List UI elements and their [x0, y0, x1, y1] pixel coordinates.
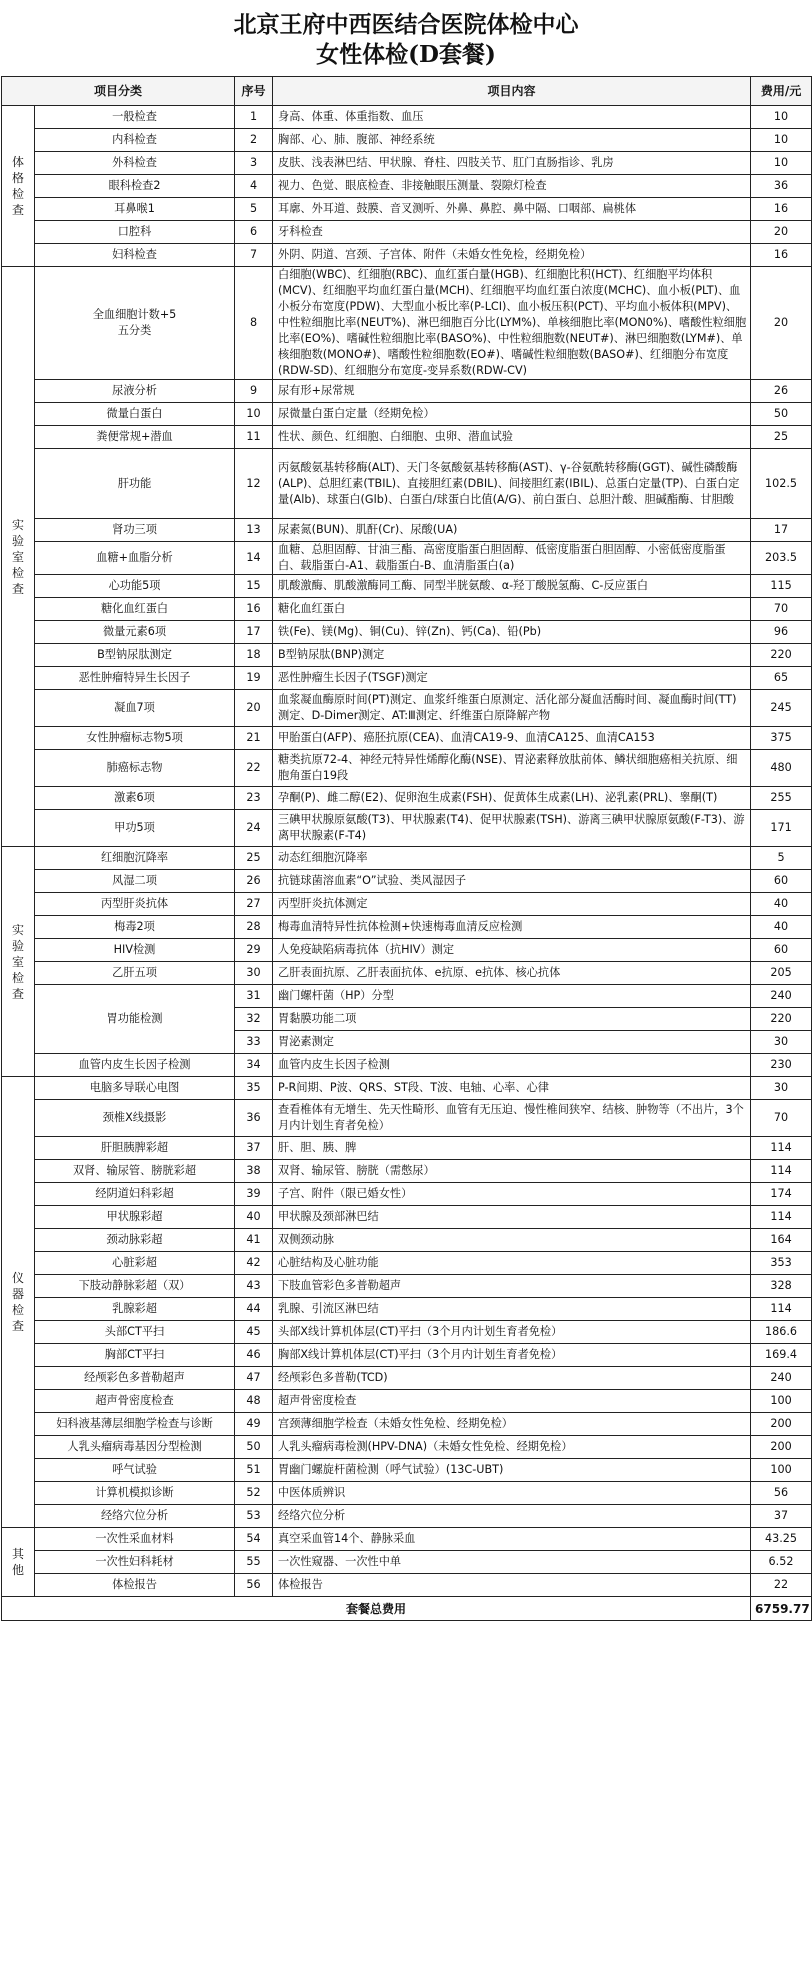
item-number: 56: [235, 1574, 273, 1597]
item-fee: 16: [751, 244, 812, 267]
item-number: 13: [235, 519, 273, 542]
table-row: [2, 1077, 812, 1100]
item-category: 糖化血红蛋白: [35, 598, 235, 621]
item-content: 胃黏膜功能二项: [273, 1008, 751, 1031]
item-category: 胸部CT平扫: [35, 1344, 235, 1367]
item-number: 12: [235, 449, 273, 519]
item-category: 呼气试验: [35, 1459, 235, 1482]
item-category: 头部CT平扫: [35, 1321, 235, 1344]
table-row: [2, 175, 812, 198]
item-content: 三碘甲状腺原氨酸(T3)、甲状腺素(T4)、促甲状腺素(TSH)、游离三碘甲状腺原氨酸(F-T3)、游离甲状腺素(F-T4): [273, 810, 751, 847]
group-label-text: 仪器检查: [11, 1271, 24, 1333]
item-number: 36: [235, 1100, 273, 1137]
group-label-text: 其他: [11, 1547, 24, 1577]
item-number: 46: [235, 1344, 273, 1367]
group-label: [2, 847, 35, 1077]
header-content: 项目内容: [273, 77, 751, 106]
item-fee: 17: [751, 519, 812, 542]
item-fee: 114: [751, 1206, 812, 1229]
item-content: 外阴、阴道、宫颈、子宫体、附件（未婚女性免检，经期免检）: [273, 244, 751, 267]
item-category: 丙型肝炎抗体: [35, 893, 235, 916]
item-fee: 30: [751, 1031, 812, 1054]
item-category: 双肾、输尿管、膀胱彩超: [35, 1160, 235, 1183]
item-fee: 164: [751, 1229, 812, 1252]
item-content: 糖化血红蛋白: [273, 598, 751, 621]
item-fee: 114: [751, 1160, 812, 1183]
item-category: 激素6项: [35, 787, 235, 810]
item-content: 幽门螺杆菌（HP）分型: [273, 985, 751, 1008]
item-fee: 30: [751, 1077, 812, 1100]
item-content: 丙型肝炎抗体测定: [273, 893, 751, 916]
item-number: 35: [235, 1077, 273, 1100]
table-row: [2, 1528, 812, 1551]
table-row: [2, 810, 812, 847]
table-row: [2, 244, 812, 267]
item-number: 3: [235, 152, 273, 175]
item-category: 内科检查: [35, 129, 235, 152]
item-fee: 169.4: [751, 1344, 812, 1367]
table-row: [2, 690, 812, 727]
item-number: 11: [235, 426, 273, 449]
item-number: 54: [235, 1528, 273, 1551]
item-fee: 115: [751, 575, 812, 598]
item-fee: 37: [751, 1505, 812, 1528]
item-category: 经颅彩色多普勒超声: [35, 1367, 235, 1390]
item-content: 白细胞(WBC)、红细胞(RBC)、血红蛋白量(HGB)、红细胞比积(HCT)、红细胞平均体积(MCV)、红细胞平均血红蛋白量(MCH)、红细胞平均血红蛋白浓度(MCHC)、血小板(PLT)、血小板分布宽度(PDW)、大型血小板比率(P-LCI)、血小板压积(PCT)、平均血小板体积(MPV)、中性粒细胞比率(NEUT%)、淋巴细胞百分比(LYM%)、单核细胞比率(MON0%)、嗜酸性粒细胞比率(EO%)、嗜碱性粒细胞比率(BASO%)、中性粒细胞数(NEUT#)、淋巴细胞数(LYM#)、单核细胞数(MONO#)、嗜酸性粒细胞数(EO#)、嗜碱性粒细胞数(BASO#)、红细胞分布宽度(RDW-SD)、红细胞分布宽度-变异系数(RDW-CV): [273, 267, 751, 380]
item-category: 血糖+血脂分析: [35, 542, 235, 575]
item-fee: 328: [751, 1275, 812, 1298]
item-number: 32: [235, 1008, 273, 1031]
item-number: 27: [235, 893, 273, 916]
item-fee: 65: [751, 667, 812, 690]
item-content: 性状、颜色、红细胞、白细胞、虫卵、潜血试验: [273, 426, 751, 449]
item-fee: 5: [751, 847, 812, 870]
group-label: [2, 1528, 35, 1597]
header-fee: 费用/元: [751, 77, 812, 106]
group-label: [2, 1077, 35, 1528]
item-fee: 10: [751, 129, 812, 152]
item-fee: 40: [751, 916, 812, 939]
item-category: 胃功能检测: [35, 985, 235, 1054]
item-number: 33: [235, 1031, 273, 1054]
item-number: 40: [235, 1206, 273, 1229]
item-fee: 20: [751, 267, 812, 380]
table-row: [2, 893, 812, 916]
item-number: 5: [235, 198, 273, 221]
item-number: 24: [235, 810, 273, 847]
item-content: 人免疫缺陷病毒抗体（抗HIV）测定: [273, 939, 751, 962]
item-category: 肾功三项: [35, 519, 235, 542]
table-row: [2, 727, 812, 750]
item-number: 38: [235, 1160, 273, 1183]
table-row: [2, 106, 812, 129]
item-number: 2: [235, 129, 273, 152]
item-number: 47: [235, 1367, 273, 1390]
item-number: 37: [235, 1137, 273, 1160]
item-fee: 102.5: [751, 449, 812, 519]
item-number: 18: [235, 644, 273, 667]
item-category: 红细胞沉降率: [35, 847, 235, 870]
item-fee: 230: [751, 1054, 812, 1077]
table-row: [2, 1298, 812, 1321]
item-content: 肝、胆、胰、脾: [273, 1137, 751, 1160]
item-fee: 240: [751, 985, 812, 1008]
package-table: [1, 76, 812, 1621]
table-row: [2, 1482, 812, 1505]
table-row: [2, 847, 812, 870]
group-label: [2, 267, 35, 847]
table-row: [2, 449, 812, 519]
item-fee: 375: [751, 727, 812, 750]
item-category: 乙肝五项: [35, 962, 235, 985]
item-number: 23: [235, 787, 273, 810]
item-content: 丙氨酸氨基转移酶(ALT)、天门冬氨酸氨基转移酶(AST)、γ-谷氨酰转移酶(GGT)、碱性磷酸酶(ALP)、总胆红素(TBIL)、直接胆红素(DBIL)、间接胆红素(IBIL)、总蛋白定量(TP)、白蛋白定量(Alb)、球蛋白(Glb)、白蛋白/球蛋白比值(A/G)、前白蛋白、总胆汁酸、胆碱酯酶、甘胆酸: [273, 449, 751, 519]
item-number: 20: [235, 690, 273, 727]
item-fee: 40: [751, 893, 812, 916]
table-row: [2, 1505, 812, 1528]
table-row: [2, 644, 812, 667]
table-row: [2, 1344, 812, 1367]
document-subtitle: 女性体检(D套餐): [316, 41, 496, 68]
item-content: 心脏结构及心脏功能: [273, 1252, 751, 1275]
table-row: [2, 870, 812, 893]
item-number: 15: [235, 575, 273, 598]
item-content: 子宫、附件（限已婚女性）: [273, 1183, 751, 1206]
header-category: 项目分类: [2, 77, 235, 106]
item-fee: 6.52: [751, 1551, 812, 1574]
item-fee: 70: [751, 598, 812, 621]
item-fee: 205: [751, 962, 812, 985]
item-content: 尿有形+尿常规: [273, 380, 751, 403]
table-row: [2, 267, 812, 380]
item-category: HIV检测: [35, 939, 235, 962]
item-number: 9: [235, 380, 273, 403]
item-category: 梅毒2项: [35, 916, 235, 939]
item-number: 55: [235, 1551, 273, 1574]
item-number: 44: [235, 1298, 273, 1321]
item-fee: 20: [751, 221, 812, 244]
item-fee: 70: [751, 1100, 812, 1137]
item-number: 45: [235, 1321, 273, 1344]
item-number: 52: [235, 1482, 273, 1505]
item-fee: 245: [751, 690, 812, 727]
item-number: 49: [235, 1413, 273, 1436]
item-number: 22: [235, 750, 273, 787]
item-number: 50: [235, 1436, 273, 1459]
item-content: 胸部X线计算机体层(CT)平扫（3个月内计划生育者免检）: [273, 1344, 751, 1367]
item-content: 查看椎体有无增生、先天性畸形、血管有无压迫、慢性椎间狭窄、结核、肿物等（不出片，3个月内计划生育者免检）: [273, 1100, 751, 1137]
item-content: P-R间期、P波、QRS、ST段、T波、电轴、心率、心律: [273, 1077, 751, 1100]
item-content: 皮肤、浅表淋巴结、甲状腺、脊柱、四肢关节、肛门直肠指诊、乳房: [273, 152, 751, 175]
item-content: 耳廓、外耳道、鼓膜、音叉测听、外鼻、鼻腔、鼻中隔、口咽部、扁桃体: [273, 198, 751, 221]
item-content: 梅毒血清特异性抗体检测+快速梅毒血清反应检测: [273, 916, 751, 939]
item-number: 26: [235, 870, 273, 893]
table-row: [2, 916, 812, 939]
item-fee: 10: [751, 152, 812, 175]
item-fee: 100: [751, 1390, 812, 1413]
item-fee: 100: [751, 1459, 812, 1482]
table-row: [2, 598, 812, 621]
table-row: [2, 1321, 812, 1344]
item-category: 乳腺彩超: [35, 1298, 235, 1321]
item-content: 下肢血管彩色多普勒超声: [273, 1275, 751, 1298]
item-content: 甲胎蛋白(AFP)、癌胚抗原(CEA)、血清CA19-9、血清CA125、血清CA153: [273, 727, 751, 750]
item-category: 女性肿瘤标志物5项: [35, 727, 235, 750]
item-fee: 220: [751, 644, 812, 667]
item-number: 4: [235, 175, 273, 198]
item-fee: 203.5: [751, 542, 812, 575]
item-fee: 25: [751, 426, 812, 449]
item-fee: 240: [751, 1367, 812, 1390]
table-row: [2, 1054, 812, 1077]
item-category: 尿液分析: [35, 380, 235, 403]
table-row: [2, 1137, 812, 1160]
item-category: 外科检查: [35, 152, 235, 175]
item-content: 孕酮(P)、雌二醇(E2)、促卵泡生成素(FSH)、促黄体生成素(LH)、泌乳素(PRL)、睾酮(T): [273, 787, 751, 810]
item-content: 头部X线计算机体层(CT)平扫（3个月内计划生育者免检）: [273, 1321, 751, 1344]
item-category: 粪便常规+潜血: [35, 426, 235, 449]
item-number: 43: [235, 1275, 273, 1298]
item-category: 体检报告: [35, 1574, 235, 1597]
item-category: 眼科检查2: [35, 175, 235, 198]
group-label-text: 实验室检查: [11, 922, 24, 1001]
group-label-text: 实验室检查: [11, 517, 24, 596]
item-content: 超声骨密度检查: [273, 1390, 751, 1413]
item-category: 耳鼻喉1: [35, 198, 235, 221]
item-fee: 36: [751, 175, 812, 198]
item-fee: 22: [751, 1574, 812, 1597]
item-content: 糖类抗原72-4、神经元特异性烯醇化酶(NSE)、胃泌素释放肽前体、鳞状细胞癌相关抗原、细胞角蛋白19段: [273, 750, 751, 787]
item-content: 动态红细胞沉降率: [273, 847, 751, 870]
item-fee: 114: [751, 1298, 812, 1321]
item-category: 人乳头瘤病毒基因分型检测: [35, 1436, 235, 1459]
item-number: 28: [235, 916, 273, 939]
item-number: 21: [235, 727, 273, 750]
table-row: [2, 1574, 812, 1597]
table-row: [2, 380, 812, 403]
item-category: 恶性肿瘤特异生长因子: [35, 667, 235, 690]
table-row: [2, 1100, 812, 1137]
item-category: 电脑多导联心电图: [35, 1077, 235, 1100]
table-row: [2, 1459, 812, 1482]
item-category: 肺癌标志物: [35, 750, 235, 787]
item-number: 30: [235, 962, 273, 985]
item-content: 真空采血管14个、静脉采血: [273, 1528, 751, 1551]
item-fee: 16: [751, 198, 812, 221]
item-number: 34: [235, 1054, 273, 1077]
table-row: [2, 1551, 812, 1574]
item-category: 超声骨密度检查: [35, 1390, 235, 1413]
item-fee: 10: [751, 106, 812, 129]
item-content: 甲状腺及颈部淋巴结: [273, 1206, 751, 1229]
table-row: [2, 519, 812, 542]
item-content: 体检报告: [273, 1574, 751, 1597]
table-row: [2, 1413, 812, 1436]
item-fee: 60: [751, 939, 812, 962]
table-row: [2, 962, 812, 985]
item-category: 甲功5项: [35, 810, 235, 847]
table-row: [2, 1206, 812, 1229]
item-number: 53: [235, 1505, 273, 1528]
group-label: [2, 106, 35, 267]
item-fee: 43.25: [751, 1528, 812, 1551]
item-content: 双侧颈动脉: [273, 1229, 751, 1252]
table-row: [2, 1367, 812, 1390]
item-number: 8: [235, 267, 273, 380]
table-row: [2, 129, 812, 152]
item-fee: 200: [751, 1413, 812, 1436]
table-row: [2, 542, 812, 575]
table-row: [2, 1436, 812, 1459]
item-category: 妇科检查: [35, 244, 235, 267]
table-row: [2, 575, 812, 598]
item-fee: 26: [751, 380, 812, 403]
item-number: 42: [235, 1252, 273, 1275]
item-category: 口腔科: [35, 221, 235, 244]
item-content: 血浆凝血酶原时间(PT)测定、血浆纤维蛋白原测定、活化部分凝血活酶时间、凝血酶时间(TT)测定、D-Dimer测定、AT:Ⅲ测定、纤维蛋白原降解产物: [273, 690, 751, 727]
item-content: 胃泌素测定: [273, 1031, 751, 1054]
table-row: [2, 221, 812, 244]
item-number: 48: [235, 1390, 273, 1413]
item-content: 双肾、输尿管、膀胱（需憋尿）: [273, 1160, 751, 1183]
item-content: 尿素氮(BUN)、肌酐(Cr)、尿酸(UA): [273, 519, 751, 542]
total-label: 套餐总费用: [2, 1597, 751, 1621]
item-number: 10: [235, 403, 273, 426]
total-value: 6759.77: [751, 1597, 812, 1621]
item-category: B型钠尿肽测定: [35, 644, 235, 667]
item-number: 16: [235, 598, 273, 621]
item-category: 妇科液基薄层细胞学检查与诊断: [35, 1413, 235, 1436]
table-row: [2, 1229, 812, 1252]
item-fee: 56: [751, 1482, 812, 1505]
item-category: 肝胆胰脾彩超: [35, 1137, 235, 1160]
item-content: 血糖、总胆固醇、甘油三酯、高密度脂蛋白胆固醇、低密度脂蛋白胆固醇、小密低密度脂蛋白、载脂蛋白-A1、载脂蛋白-B、血清脂蛋白(a): [273, 542, 751, 575]
item-content: 肌酸激酶、肌酸激酶同工酶、同型半胱氨酸、α-羟丁酸脱氢酶、C-反应蛋白: [273, 575, 751, 598]
table-row: [2, 426, 812, 449]
item-number: 14: [235, 542, 273, 575]
item-number: 17: [235, 621, 273, 644]
item-fee: 353: [751, 1252, 812, 1275]
item-fee: 200: [751, 1436, 812, 1459]
item-category: 下肢动静脉彩超（双）: [35, 1275, 235, 1298]
table-row: [2, 1390, 812, 1413]
item-number: 7: [235, 244, 273, 267]
item-content: 乳腺、引流区淋巴结: [273, 1298, 751, 1321]
item-number: 19: [235, 667, 273, 690]
item-fee: 114: [751, 1137, 812, 1160]
table-row: [2, 985, 812, 1008]
item-category: 肝功能: [35, 449, 235, 519]
item-content: 人乳头瘤病毒检测(HPV-DNA)（未婚女性免检、经期免检）: [273, 1436, 751, 1459]
item-content: 铁(Fe)、镁(Mg)、铜(Cu)、锌(Zn)、钙(Ca)、铅(Pb): [273, 621, 751, 644]
item-category: 微量元素6项: [35, 621, 235, 644]
item-fee: 174: [751, 1183, 812, 1206]
table-row: [2, 1160, 812, 1183]
item-content: 中医体质辨识: [273, 1482, 751, 1505]
item-fee: 96: [751, 621, 812, 644]
item-number: 31: [235, 985, 273, 1008]
table-row: [2, 939, 812, 962]
item-content: 一次性窥器、一次性中单: [273, 1551, 751, 1574]
item-number: 41: [235, 1229, 273, 1252]
table-row: [2, 198, 812, 221]
item-category: 全血细胞计数+5 五分类: [35, 267, 235, 380]
item-fee: 480: [751, 750, 812, 787]
item-content: 尿微量白蛋白定量（经期免检）: [273, 403, 751, 426]
item-content: 胸部、心、肺、腹部、神经系统: [273, 129, 751, 152]
document-title: 北京王府中西医结合医院体检中心: [233, 11, 579, 38]
item-number: 25: [235, 847, 273, 870]
item-category: 风湿二项: [35, 870, 235, 893]
item-content: 经络穴位分析: [273, 1505, 751, 1528]
table-row: [2, 1183, 812, 1206]
item-fee: 255: [751, 787, 812, 810]
item-category: 计算机模拟诊断: [35, 1482, 235, 1505]
table-header-row: [2, 77, 812, 106]
item-content: 视力、色觉、眼底检查、非接触眼压测量、裂隙灯检查: [273, 175, 751, 198]
item-content: 牙科检查: [273, 221, 751, 244]
item-content: 身高、体重、体重指数、血压: [273, 106, 751, 129]
item-category: 经络穴位分析: [35, 1505, 235, 1528]
item-fee: 220: [751, 1008, 812, 1031]
item-category: 甲状腺彩超: [35, 1206, 235, 1229]
item-content: 血管内皮生长因子检测: [273, 1054, 751, 1077]
item-content: 恶性肿瘤生长因子(TSGF)测定: [273, 667, 751, 690]
item-category: 经阴道妇科彩超: [35, 1183, 235, 1206]
table-row: [2, 1275, 812, 1298]
item-content: 经颅彩色多普勒(TCD): [273, 1367, 751, 1390]
item-number: 39: [235, 1183, 273, 1206]
item-content: B型钠尿肽(BNP)测定: [273, 644, 751, 667]
table-row: [2, 621, 812, 644]
item-category: 血管内皮生长因子检测: [35, 1054, 235, 1077]
item-content: 抗链球菌溶血素“O”试验、类风湿因子: [273, 870, 751, 893]
item-fee: 60: [751, 870, 812, 893]
header-no: 序号: [235, 77, 273, 106]
item-category: 一次性采血材料: [35, 1528, 235, 1551]
table-row: [2, 1252, 812, 1275]
item-category: 颈椎X线摄影: [35, 1100, 235, 1137]
item-number: 51: [235, 1459, 273, 1482]
table-row: [2, 403, 812, 426]
item-fee: 50: [751, 403, 812, 426]
item-number: 1: [235, 106, 273, 129]
item-fee: 186.6: [751, 1321, 812, 1344]
total-row: [2, 1597, 812, 1621]
group-label-text: 体格检查: [11, 155, 24, 217]
item-number: 29: [235, 939, 273, 962]
item-content: 胃幽门螺旋杆菌检测（呼气试验）(13C-UBT): [273, 1459, 751, 1482]
item-category: 心功能5项: [35, 575, 235, 598]
table-row: [2, 152, 812, 175]
table-row: [2, 787, 812, 810]
item-category: 一般检查: [35, 106, 235, 129]
item-category: 微量白蛋白: [35, 403, 235, 426]
item-number: 6: [235, 221, 273, 244]
table-row: [2, 750, 812, 787]
item-content: 宫颈薄细胞学检查（未婚女性免检、经期免检）: [273, 1413, 751, 1436]
item-category: 心脏彩超: [35, 1252, 235, 1275]
table-body: [2, 106, 812, 1597]
item-content: 乙肝表面抗原、乙肝表面抗体、e抗原、e抗体、核心抗体: [273, 962, 751, 985]
item-category: 凝血7项: [35, 690, 235, 727]
item-category: 颈动脉彩超: [35, 1229, 235, 1252]
item-fee: 171: [751, 810, 812, 847]
table-row: [2, 667, 812, 690]
item-category: 一次性妇科耗材: [35, 1551, 235, 1574]
